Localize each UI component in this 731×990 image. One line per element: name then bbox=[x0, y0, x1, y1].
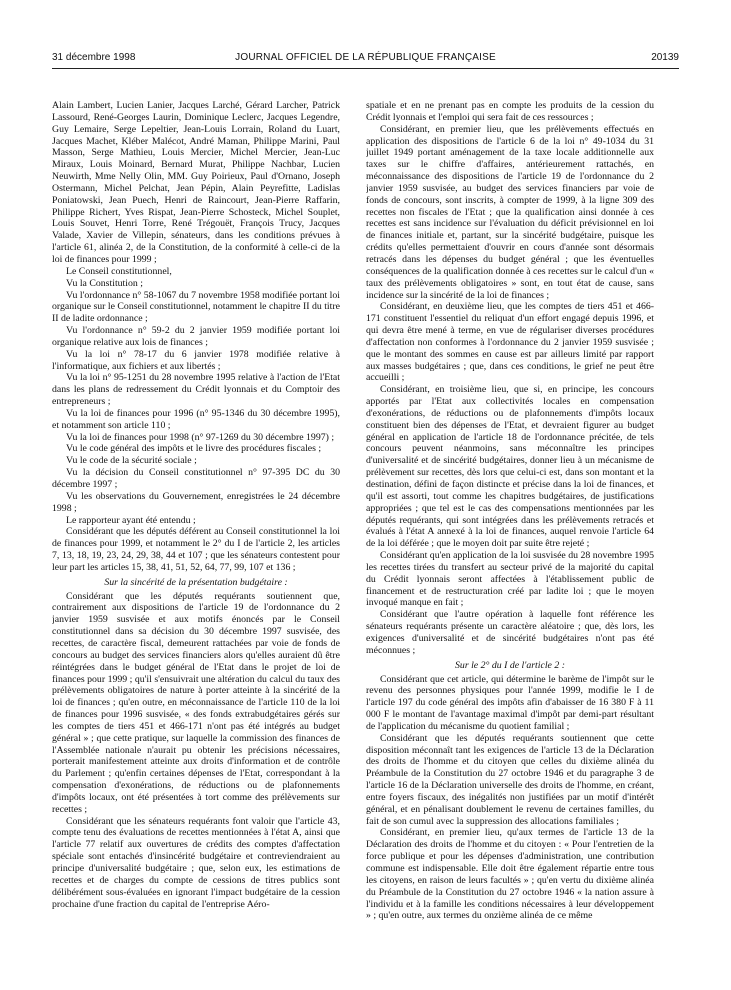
paragraph: Considérant, en deuxième lieu, que les comptes de tiers 451 et 466-171 constituent l'essentiel du reliquat d'un effort engagé depuis 1996, et qui devra être mené à terme, en vue de régulariser diverses procédures d'affectation non conformes à l'ordonnance du 2 janvier 1959 susvisée ; que le montant des sommes en cause est par ailleurs limité par rapport aux masses budgétaires ; que, dans ces conditions, le grief ne peut être accueilli ; bbox=[366, 301, 654, 384]
paragraph: Alain Lambert, Lucien Lanier, Jacques Larché, Gérard Larcher, Patrick Lassourd, René-Georges Laurin, Dominique Leclerc, Jacques Legendre, Guy Lemaire, Serge Lepeltier, Jean-Louis Lorrain, Roland du Luart, Jacques Machet, Kléber Malécot, André Maman, Philippe Marini, Paul Masson, Serge Mathieu, Louis Mercier, Michel Mercier, Jean-Luc Miraux, Louis Moinard, Bernard Murat, Philippe Nachbar, Lucien Neuwirth, Mme Nelly Olin, MM. Guy Poirieux, Paul d'Ornano, Joseph Ostermann, Michel Pelchat, Jean Pépin, Alain Peyrefitte, Ladislas Poniatowski, Jean Puech, Henri de Raincourt, Jean-Pierre Raffarin, Philippe Richert, Yves Rispat, Jean-Pierre Schosteck, Michel Souplet, Louis Souvet, Henri Torre, René Trégouët, François Trucy, Jacques Valade, Xavier de Villepin, sénateurs, dans les conditions prévues à l'article 61, alinéa 2, de la Constitution, de la conformité à celle-ci de la loi de finances pour 1999 ; bbox=[52, 100, 340, 265]
paragraph: Vu la loi n° 78-17 du 6 janvier 1978 modifiée relative à l'informatique, aux fichiers et aux libertés ; bbox=[52, 348, 340, 372]
paragraph: Considérant que les sénateurs requérants font valoir que l'article 43, compte tenu des évaluations de recettes mentionnées à l'état A, ainsi que l'article 77 relatif aux ouvertures de crédits des comptes d'affectation spéciale sont entachés d'insincérité budgétaire et contreviendraient au principe d'universalité budgétaire ; que, selon eux, les estimations de recettes et de charges du compte de cessions de titres publics sont délibérément sous-évaluées en ignorant l'impact budgétaire de la cession prochaine d'une fraction du capital de l'entreprise Aéro- bbox=[52, 815, 340, 910]
paragraph: Vu la loi n° 95-1251 du 28 novembre 1995 relative à l'action de l'Etat dans les plans de redressement du Crédit lyonnais et du Comptoir des entrepreneurs ; bbox=[52, 372, 340, 408]
paragraph: Considérant, en premier lieu, qu'aux termes de l'article 13 de la Déclaration des droits de l'homme et du citoyen : « Pour l'entretien de la force publique et pour les dépenses d'administration, une contribution commune est indispensable. Elle doit être également répartie entre tous les citoyens, en raison de leurs facultés » ; qu'en vertu du dixième alinéa du Préambule de la Constitution du 27 octobre 1946 « la nation assure à l'individu et à la famille les conditions nécessaires à leur développement » ; qu'en outre, aux termes du onzième alinéa de ce même bbox=[366, 827, 654, 922]
paragraph: Vu le code général des impôts et le livre des procédures fiscales ; bbox=[66, 443, 322, 455]
paragraph: Considérant que l'autre opération à laquelle font référence les sénateurs requérants présente un caractère aléatoire ; que, dès lors, les exigences d'universalité et de sincérité budgétaires n'ont pas été méconnues ; bbox=[366, 609, 654, 656]
left-text-column bbox=[52, 100, 340, 980]
paragraph: Vu l'ordonnance n° 58-1067 du 7 novembre 1958 modifiée portant loi organique sur le Conseil constitutionnel, notamment le chapitre II du titre II de ladite ordonnance ; bbox=[52, 289, 340, 325]
paragraph: Vu les observations du Gouvernement, enregistrées le 24 décembre 1998 ; bbox=[52, 490, 340, 514]
paragraph: Vu la décision du Conseil constitutionnel n° 97-395 DC du 30 décembre 1997 ; bbox=[52, 467, 340, 490]
header-page-number: 20139 bbox=[651, 52, 679, 63]
paragraph: Vu la Constitution ; bbox=[66, 277, 143, 289]
paragraph: spatiale et en ne prenant pas en compte les produits de la cession du Crédit lyonnais et l'emploi qui sera fait de ces ressources ; bbox=[366, 100, 654, 123]
paragraph: Considérant, en premier lieu, que les prélèvements effectués en application des dispositions de l'article 6 de la loi n° 49-1034 du 31 juillet 1949 portant aménagement de la taxe locale additionnelle aux taxes sur le chiffre d'affaires, antérieurement rattachés, en méconnaissance des dispositions de l'article 19 de l'ordonnance du 2 janvier 1959 susvisée, au budget des services financiers par voie de fonds de concours, sont inscrits, à compter de 1999, à la ligne 309 des recettes non fiscales de l'Etat ; que la qualification ainsi donnée à ces recettes est sans incidence sur l'évaluation du déficit prévisionnel en loi de finances initiale et, partant, sur la sincérité budgétaire, puisque les crédits qu'elles permettaient d'ouvrir en cours d'année sont désormais retracés dans les dépenses du budget général ; que les éventuelles conséquences de la qualification donnée à ces recettes sur le calcul d'un « taux des prélèvements obligatoires » sont, en tout état de cause, sans incidence sur la sincérité de la loi de finances ; bbox=[366, 123, 654, 301]
paragraph: Considérant que les députés déférent au Conseil constitutionnel la loi de finances pour 1999, et notamment le 2° du I de l'article 2, les articles 7, 13, 18, 19, 23, 24, 29, 38, 44 et 107 ; que les sénateurs contestent pour leur part les articles 15, 38, 41, 51, 52, 64, 77, 99, 107 et 136 ; bbox=[52, 526, 340, 573]
paragraph: Vu la loi de finances pour 1998 (n° 97-1269 du 30 décembre 1997) ; bbox=[66, 431, 335, 443]
page-header bbox=[52, 52, 679, 69]
paragraph: Vu le code de la sécurité sociale ; bbox=[66, 455, 197, 467]
header-date: 31 décembre 1998 bbox=[52, 52, 136, 63]
paragraph: Considérant que les députés requérants soutiennent que cette disposition méconnaît tant les exigences de l'article 13 de la Déclaration des droits de l'homme et du citoyen que celles du dixième alinéa du Préambule de la Constitution du 27 octobre 1946 et du paragraphe 3 de l'article 16 de la Déclaration universelle des droits de l'homme, en créant, entre foyers fiscaux, des inégalités non justifiées par un motif d'intérêt général, et en pénalisant doublement le revenu de certaines familles, du fait de son cumul avec la suppression des allocations familiales ; bbox=[366, 732, 654, 827]
paragraph: Le Conseil constitutionnel, bbox=[66, 265, 172, 277]
header-journal-title: JOURNAL OFFICIEL DE LA RÉPUBLIQUE FRANÇAISE bbox=[235, 52, 496, 63]
right-text-column bbox=[366, 100, 654, 980]
paragraph: Considérant, en troisième lieu, que si, en principe, les concours apportés par l'Etat aux collectivités locales en compensation d'exonérations, de réductions ou de plafonnements d'impôts locaux constituent bien des dépenses de l'Etat, et devraient figurer au budget général en application de l'article 18 de l'ordonnance précitée, de tels concours peuvent néanmoins, sans méconnaître les principes d'universalité et de sincérité budgétaires, donner lieu à un mécanisme de prélèvement sur recettes, dès lors que celui-ci est, dans son montant et la destination, défini de façon distincte et précise dans la loi de finances, et qu'il est assorti, tout comme les chapitres budgétaires, de justifications appropriées ; que tel est le cas des compensations mentionnées par les députés requérants, qui sont intégrées dans les prélèvements retracés et évalués à l'état A annexé à la loi de finances, auquel renvoie l'article 64 de la loi déférée ; que le moyen doit par suite être rejeté ; bbox=[366, 384, 654, 550]
paragraph: Vu la loi de finances pour 1996 (n° 95-1346 du 30 décembre 1995), et notamment son article 110 ; bbox=[52, 407, 340, 431]
section-heading: Sur le 2° du I de l'article 2 : bbox=[455, 659, 565, 671]
paragraph: Le rapporteur ayant été entendu ; bbox=[66, 514, 196, 526]
paragraph: Considérant qu'en application de la loi susvisée du 28 novembre 1995 les recettes tirées du transfert au secteur privé de la majorité du capital du Crédit lyonnais seront affectées à l'établissement public de financement et de restructuration créé par ladite loi ; que le moyen invoqué manque en fait ; bbox=[366, 550, 654, 609]
section-heading: Sur la sincérité de la présentation budgétaire : bbox=[104, 576, 288, 588]
paragraph: Considérant que cet article, qui détermine le barème de l'impôt sur le revenu des personnes physiques pour l'année 1999, modifie le I de l'article 197 du code général des impôts afin d'abaisser de 16 380 F à 11 000 F le montant de l'avantage maximal d'impôt par demi-part résultant de l'application du mécanisme du quotient familial ; bbox=[366, 673, 654, 732]
paragraph: Vu l'ordonnance n° 59-2 du 2 janvier 1959 modifiée portant loi organique relative aux lois de finances ; bbox=[52, 325, 340, 348]
paragraph: Considérant que les députés requérants soutiennent que, contrairement aux dispositions de l'article 19 de l'ordonnance du 2 janvier 1959 susvisée et aux motifs énoncés par le Conseil constitutionnel dans sa décision du 30 décembre 1997 susvisée, des recettes, de caractère fiscal, demeurent rattachées par voie de fonds de concours au budget des services financiers alors qu'elles auraient dû être réintégrées dans le budget général de l'Etat dans le projet de loi de finances pour 1999 ; qu'il s'ensuivrait une altération du calcul du taux des prélèvements obligatoires de nature à porter atteinte à la sincérité de la loi de finances ; qu'en outre, en méconnaissance de l'article 110 de la loi de finances pour 1996 susvisée, « des fonds extrabudgétaires gérés sur les comptes de tiers 451 et 466-171 n'ont pas été intégrés au budget général » ; que cette pratique, sur laquelle la commission des finances de l'Assemblée nationale n'aurait pu obtenir les précisions nécessaires, porterait manifestement atteinte aux droits d'information et de contrôle du Parlement ; qu'enfin certaines dépenses de l'Etat, correspondant à la compensation d'exonérations, de réductions ou de plafonnements d'impôts locaux, ont été présentées à tort comme des prélèvements sur recettes ; bbox=[52, 590, 340, 815]
